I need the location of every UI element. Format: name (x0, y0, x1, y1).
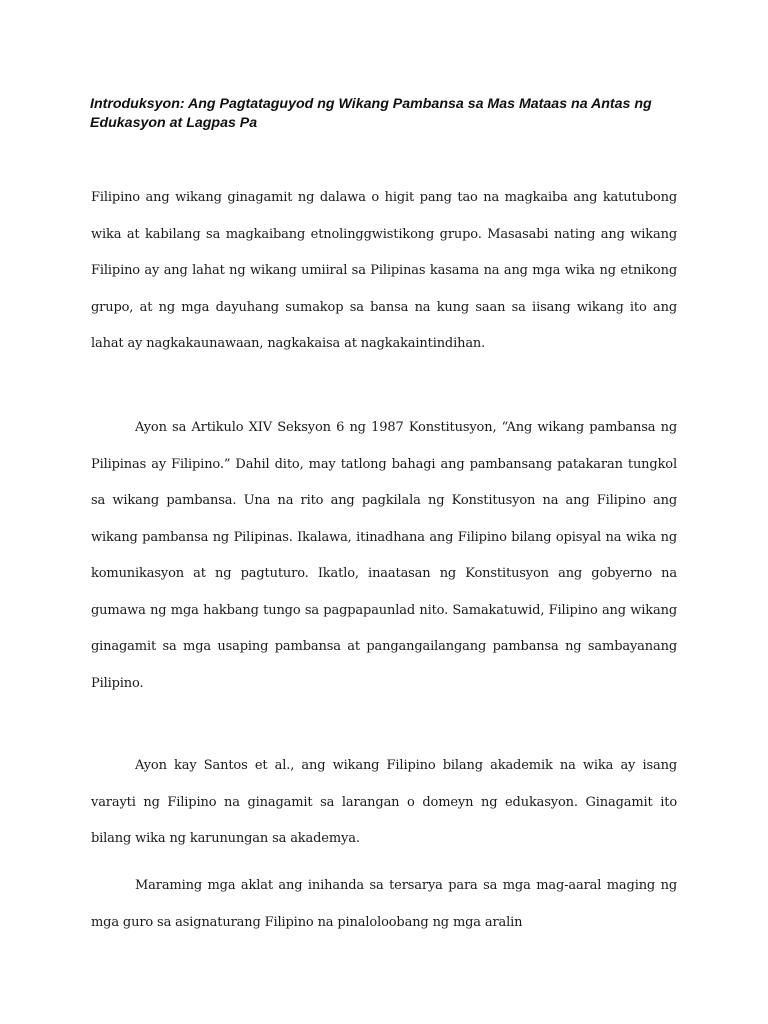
paragraph-4: Maraming mga aklat ang inihanda sa tersarya para sa mga mag-aaral maging ng mga guro sa asignaturang Filipino na pinaloloobang ng mga aralin (91, 878, 677, 930)
paragraph-3: Ayon kay Santos et al., ang wikang Filipino bilang akademik na wika ay isang varayti ng Filipino na ginagamit sa larangan o domeyn ng edukasyon. Ginagamit ito bilang wika ng karunungan sa akademya. (91, 758, 677, 846)
paragraph-2: Ayon sa Artikulo XIV Seksyon 6 ng 1987 Konstitusyon, “Ang wikang pambansa ng Pilipinas ay Filipino.” Dahil dito, may tatlong bahagi ang pambansang patakaran tungkol sa wikang pambansa. Una na rito ang pagkilala ng Konstitusyon na ang Filipino ang wikang pambansa ng Pilipinas. Ikalawa, itinadhana ang Filipino bilang opisyal na wika ng komunikasyon at ng pagtuturo. Ikatlo, inaatasan ng Konstitusyon ang gobyerno na gumawa ng mga hakbang tungo sa pagpapaunlad nito. Samakatuwid, Filipino ang wikang ginagamit sa mga usaping pambansa at pangangailangang pambansa ng sambayanang Pilipino. (91, 420, 677, 691)
document-title: Introduksyon: Ang Pagtataguyod ng Wikang Pambansa sa Mas Mataas na Antas ng Edukasyon at Lagpas Pa (90, 96, 652, 131)
paragraph-1: Filipino ang wikang ginagamit ng dalawa o higit pang tao na magkaiba ang katutubong wika at kabilang sa magkaibang etnolinggwistikong grupo. Masasabi nating ang wikang Filipino ay ang lahat ng wikang umiiral sa Pilipinas kasama na ang mga wika ng etnikong grupo, at ng mga dayuhang sumakop sa bansa na kung saan sa iisang wikang ito ang lahat ay nagkakaunawaan, nagkakaisa at nagkakaintindihan. (91, 190, 677, 351)
